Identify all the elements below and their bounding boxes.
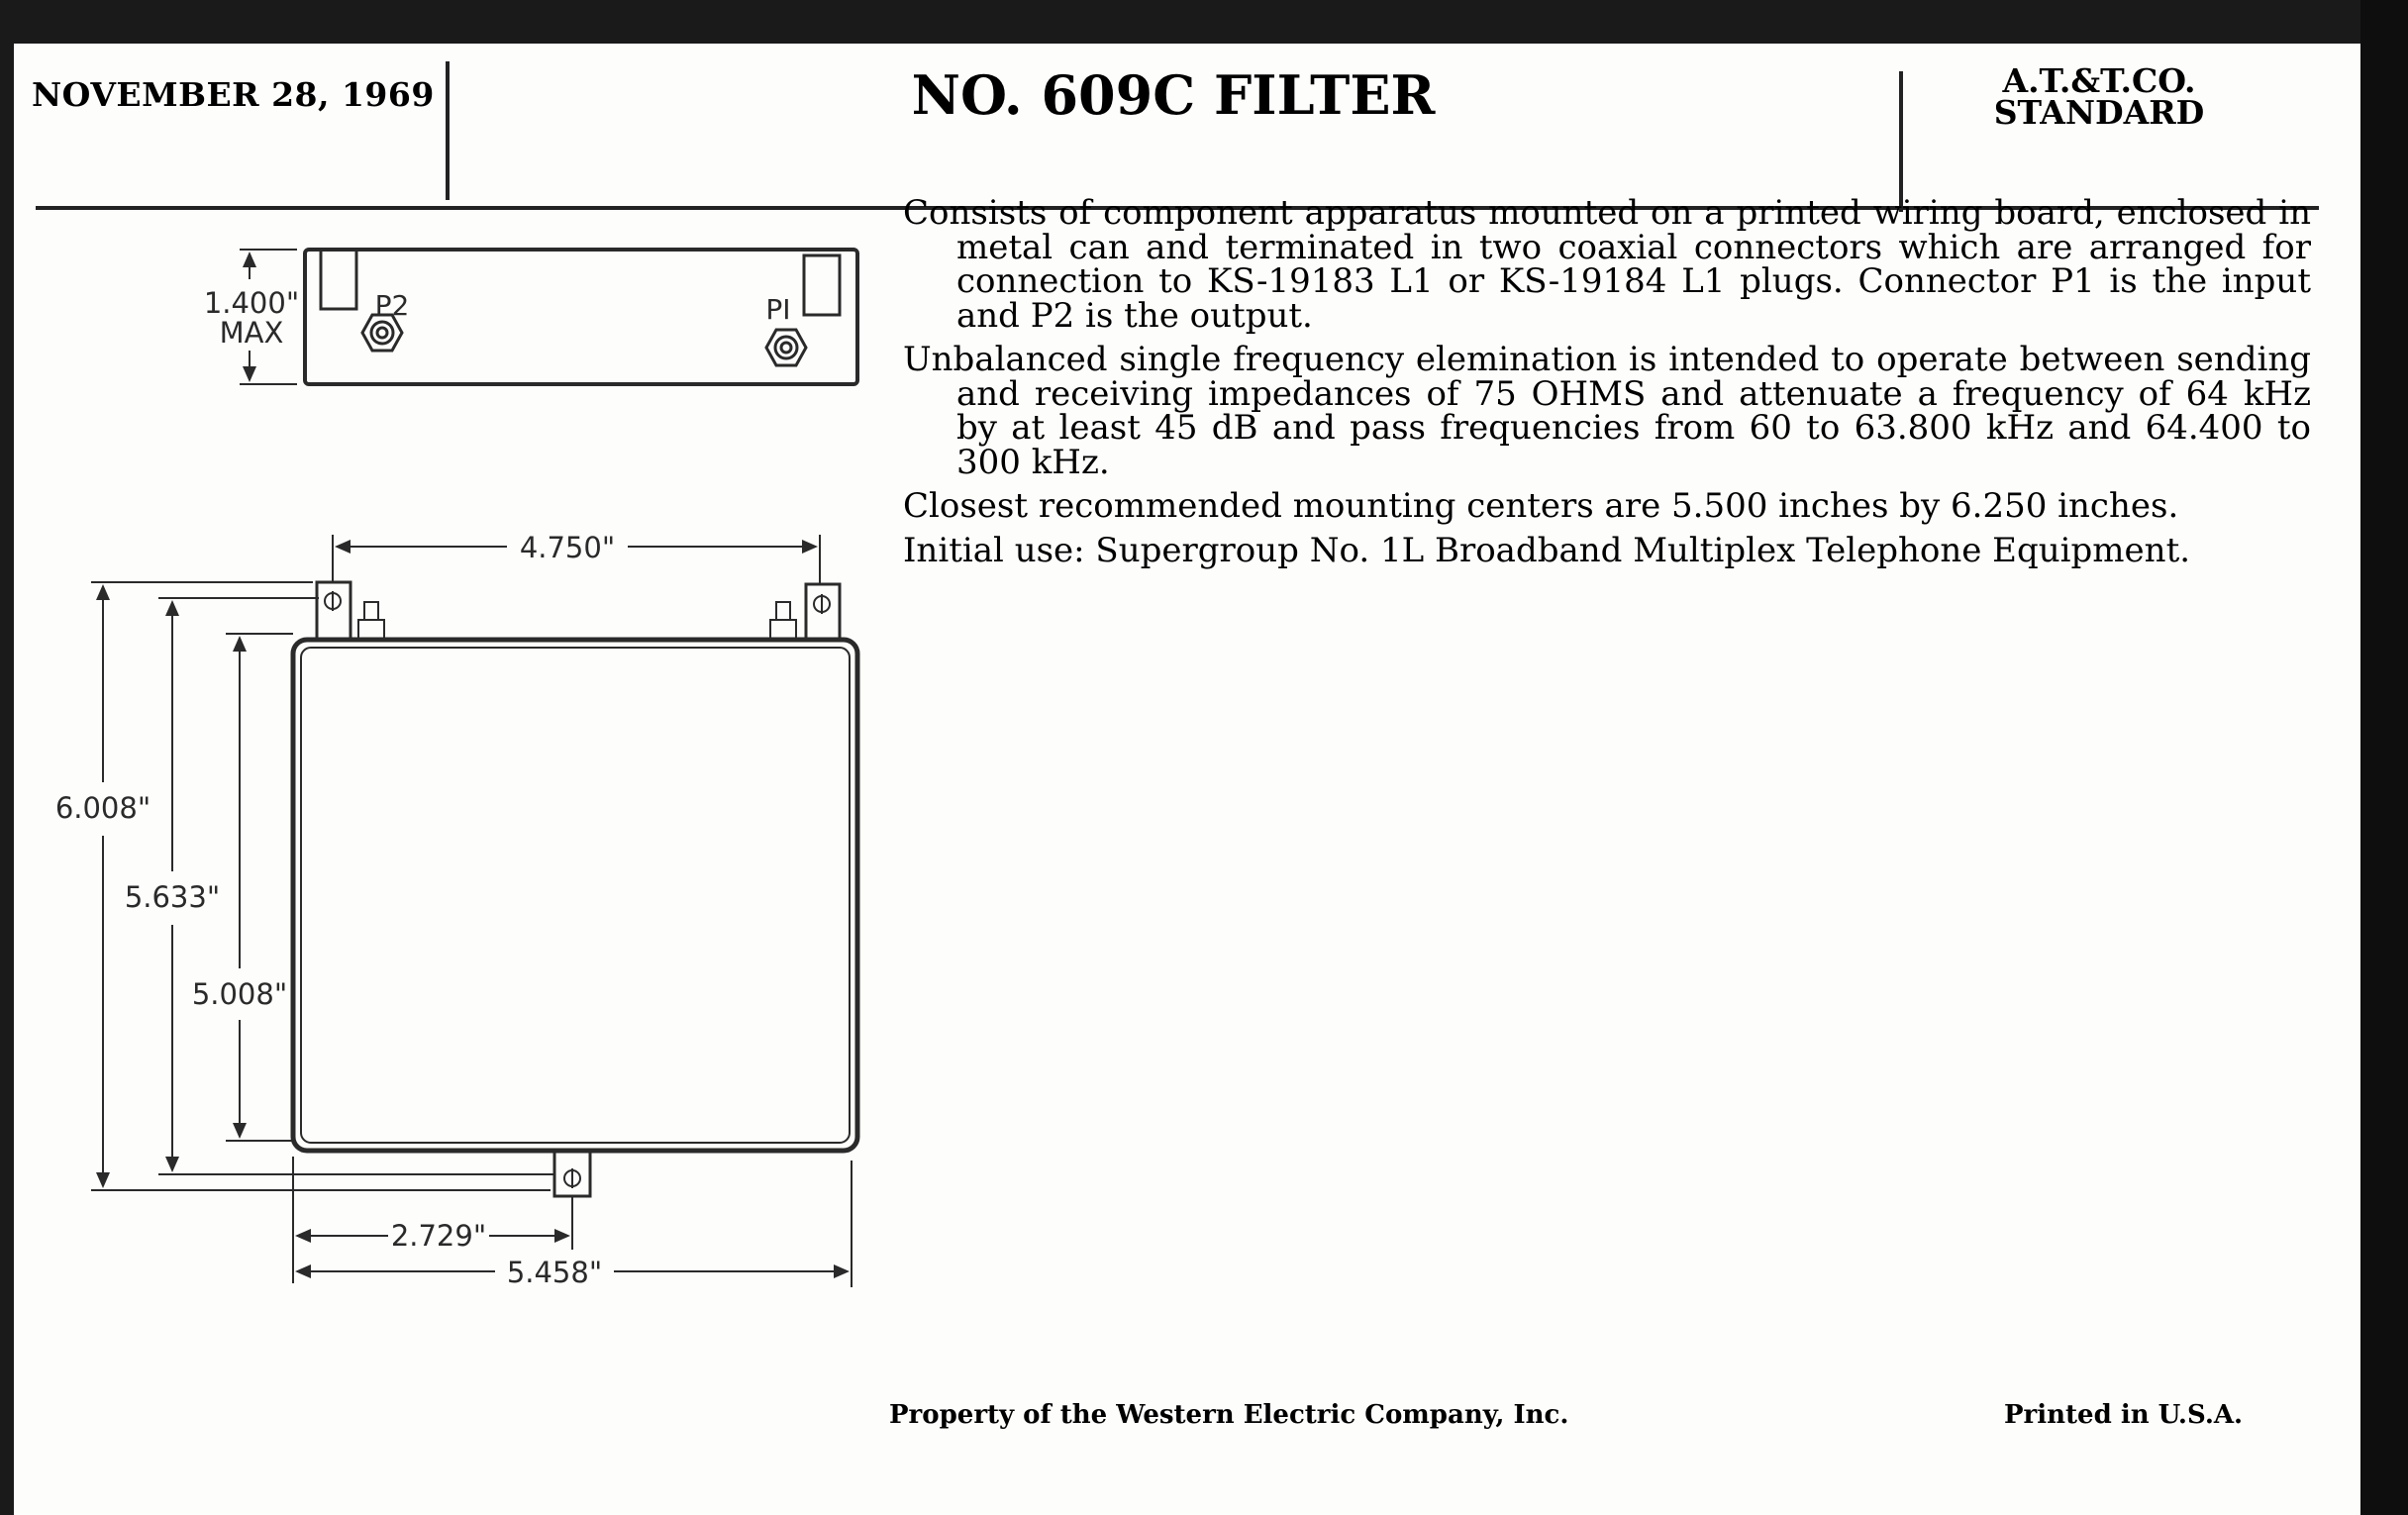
issue-date: NOVEMBER 28, 1969 [32,75,435,114]
dim-half-width: 2.729" [390,1219,487,1253]
description-paragraph-3: Closest recommended mounting centers are 5.500 inches by 6.250 inches. [903,486,2179,526]
dim-mid-height: 5.633" [124,880,221,914]
side-view-drawing [240,250,857,384]
dim-inner-height: 5.008" [191,977,288,1011]
connector-p1-label: PI [765,293,791,326]
dim-top-width: 4.750" [519,531,616,564]
standard-line-1: A.T.&T.CO. [2002,61,2196,100]
side-height-dim: 1.400" [203,286,300,320]
footer-printed: Printed in U.S.A. [2004,1400,2244,1430]
description-paragraph-2: Unbalanced single frequency elemination is intended to operate between sending and receiving impedances of 75 OHMS and attenuate a frequency of 64 kHz by at least 45 dB and pass frequencies from 60 to 63.800 kHz and 64.400 to 300 kHz. [903,340,2311,482]
description-paragraph-4: Initial use: Supergroup No. 1L Broadband Multiplex Telephone Equipment. [903,530,2191,570]
footer-property: Property of the Western Electric Company, Inc. [889,1400,1569,1430]
connector-p2-label: P2 [374,289,410,322]
page-title: NO. 609C FILTER [911,63,1436,127]
connector-p1-icon [766,330,806,365]
dim-full-width: 5.458" [506,1256,603,1289]
side-height-note: MAX [219,316,284,350]
dim-outer-height: 6.008" [54,791,151,825]
description-block [903,193,2311,577]
standard-line-2: STANDARD [1993,93,2205,132]
description-paragraph-1: Consists of component apparatus mounted on a printed wiring board, enclosed in metal can and terminated in two coaxial connectors which are arranged for connection to KS-19183 L1 or KS-19184 L1 plugs. Connector P1 is the input and P2 is the output. [903,193,2311,336]
